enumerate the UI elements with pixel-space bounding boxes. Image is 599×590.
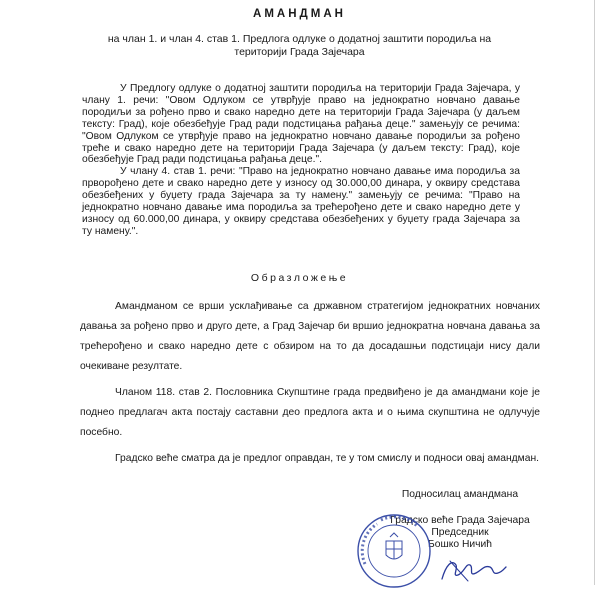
subtitle-line-1: на члан 1. и члан 4. став 1. Предлога одлуке о додатној заштити породиља на [107, 33, 492, 45]
scan-edge-divider [594, 0, 595, 585]
submitter-label: Подносилац амандмана [401, 489, 519, 500]
official-stamp-icon [355, 512, 433, 590]
explanation-paragraph-1: Амандманом се врши усклађивање са државном стратегијом једнократних новчаних давања за рођено прво и друго дете, а Град Зајечар би вршио једнократна новчана давања за трећерођено и свако наредно дете с обзиром на то да досадашњи подстицаји нису дали очекиване резултате. [80, 301, 540, 372]
subtitle-line-2: територији Града Зајечара [234, 46, 365, 58]
president-name: Бошко Ничић [428, 539, 492, 550]
paragraph-article-1: У Предлогу одлуке о додатној заштити породиља на територији Града Зајечара, у члану 1. речи: "Овом Одлуком се утврђује право на једнократно новчано давање породиљи за рођено прво и свако наредно дете на територији Града Зајечара (у даљем тексту: Град), које обезбеђује Град ради подстицања рађања деце." замењују се речима: "Овом Одлуком се утврђује право на једнократно новчано давање породиљи за рођено треће и свако наредно дете на територији Града Зајечара (у даљем тексту: Град), које обезбеђује Град ради подстицања рађања деце.". [82, 83, 520, 166]
council-name: Градско веће Града Зајечара [390, 515, 530, 526]
president-role: Председник [431, 527, 489, 538]
explanation-paragraph-3: Градско веће сматра да је предлог оправдан, те у том смислу и подноси овај амандман. [115, 453, 539, 464]
paragraph-article-4: У члану 4. став 1. речи: "Право на једнократно новчано давање има породиља за прворођено дете и свако наредно дете у износу од 30.000,00 динара, у оквиру средстава обезбеђених у буџету града Зајечара за ту намену." замењују се речима: "Право на једнократно новчано давање има породиља за трећерођено дете и свако наредно дете у износу од 60.000,00 динара, у оквиру средстава обезбеђених у буџету града Зајечара за ту намену.". [82, 166, 520, 237]
document-title: АМАНДМАН [253, 8, 346, 20]
explanation-text [80, 297, 540, 475]
amendment-text [82, 83, 520, 238]
document-subtitle [60, 33, 539, 59]
explanation-paragraph-2: Чланом 118. став 2. Пословника Скупштине града предвиђено је да амандмани које је поднео предлагач акта постају саставни део предлога акта и о њима скупштина не одлучује посебно. [80, 387, 540, 438]
explanation-heading: Образложење [250, 272, 349, 284]
handwritten-signature-icon [438, 555, 508, 585]
